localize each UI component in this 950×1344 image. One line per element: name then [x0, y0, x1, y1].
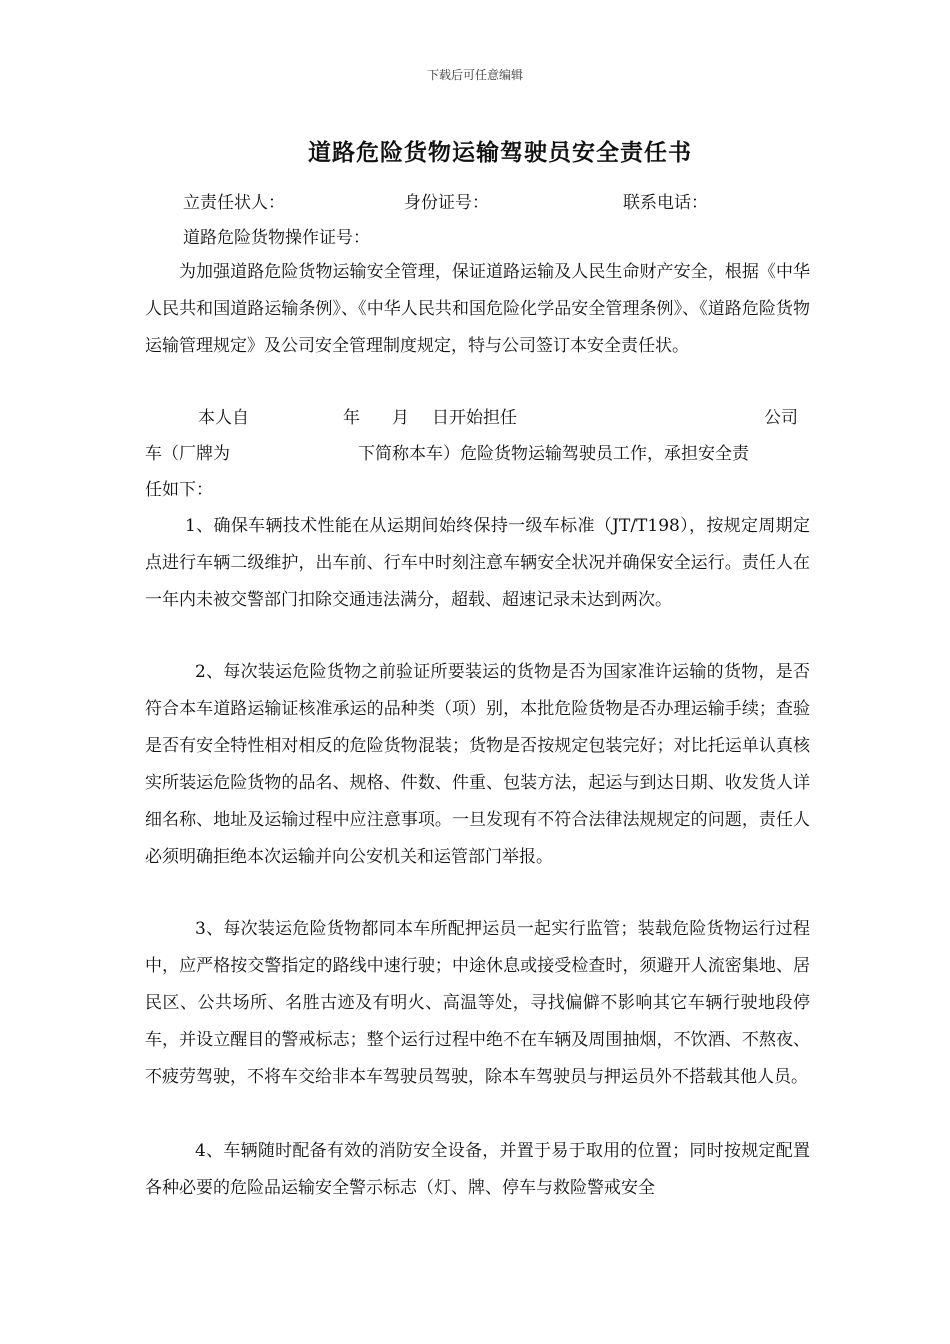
field-id-number: 身份证号： — [404, 193, 489, 213]
commitment-company: 公司 — [764, 408, 798, 428]
field-operation-cert: 道路危险货物操作证号： — [183, 228, 370, 248]
clause-1-text: 1、确保车辆技术性能在从运期间始终保持一级车标准（JT/T198），按规定周期定点进行车辆二级维护，出车前、行车中时刻注意车辆安全状况并确保安全运行。责任人在一年内未被交警部门扣除交通违法满分，超载、超速记录未达到两次。 — [145, 516, 810, 610]
clause-4-text: 4、车辆随时配备有效的消防安全设备，并置于易于取用的位置；同时按规定配置各种必要的危险品运输安全警示标志（灯、牌、停车与救险警戒安全 — [145, 1141, 810, 1198]
commitment-vehicle-rest: 下简称本车）危险货物运输驾驶员工作，承担安全责 — [358, 444, 749, 464]
field-phone: 联系电话： — [623, 193, 708, 213]
commitment-vehicle: 车（厂牌为 — [145, 444, 230, 464]
intro-text: 为加强道路危险货物运输安全管理，保证道路运输及人民生命财产安全，根据《中华人民共和国道路运输条例》、《中华人民共和国危险化学品安全管理条例》、《道路危险货物运输管理规定》及公司安全管理制度规定，特与公司签订本安全责任状。 — [145, 262, 810, 356]
clause-3-text: 3、每次装运危险货物都同本车所配押运员一起实行监管；装载危险货物运行过程中，应严格按交警指定的路线中速行驶；中途休息或接受检查时，须避开人流密集地、居民区、公共场所、名胜古迹及有明火、高温等处，寻找偏僻不影响其它车辆行驶地段停车，并设立醒目的警戒标志；整个运行过程中绝不在车辆及周围抽烟，不饮酒、不熬夜、不疲劳驾驶，不将车交给非本车驾驶员驾驶，除本车驾驶员与押运员外不搭载其他人员。 — [145, 919, 810, 1087]
commitment-start: 本人自 — [198, 408, 249, 428]
clause-2 — [145, 654, 810, 876]
commitment-day: 日开始担任 — [432, 408, 517, 428]
commitment-year: 年 — [343, 408, 360, 428]
intro-paragraph — [145, 254, 810, 365]
clause-1 — [145, 508, 810, 619]
clause-2-text: 2、每次装运危险货物之前验证所要装运的货物是否为国家准许运输的货物，是否符合本车道路运输证核准承运的品种类（项）别，本批危险货物是否办理运输手续；查验是否有安全特性相对相反的危险货物混装；货物是否按规定包装完好；对比托运单认真核实所装运危险货物的品名、规格、件数、件重、包装方法，起运与到达日期、收发货人详细名称、地址及运输过程中应注意事项。一旦发现有不符合法律法规规定的问题，责任人必须明确拒绝本次运输并向公安机关和运管部门举报。 — [145, 662, 810, 867]
field-responsible-person: 立责任状人： — [183, 193, 285, 213]
commitment-month: 月 — [392, 408, 409, 428]
document-title: 道路危险货物运输驾驶员安全责任书 — [308, 139, 692, 166]
clause-3 — [145, 911, 810, 1096]
commitment-following: 任如下： — [145, 480, 213, 500]
header-note: 下载后可任意编辑 — [426, 68, 523, 82]
clause-4 — [145, 1133, 810, 1207]
